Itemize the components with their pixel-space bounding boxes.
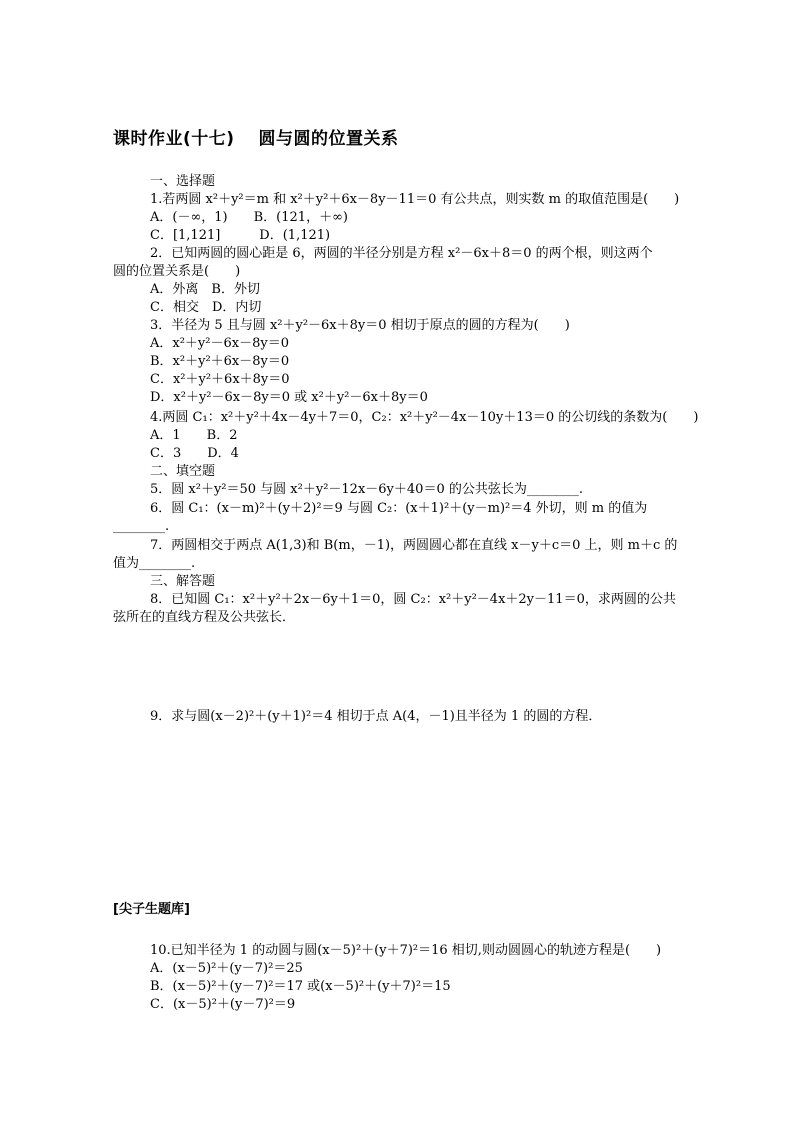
q3-option-d: D．x²＋y²－6x－8y＝0 或 x²＋y²－6x＋8y＝0: [150, 390, 428, 405]
section-heading-solve: 三、解答题: [150, 574, 216, 589]
section-heading-advanced: [尖子生题库]: [113, 902, 190, 917]
question-6: 6．圆 C₁：(x－m)²＋(y＋2)²＝9 与圆 C₂：(x＋1)²＋(y－m)²＝4 外切，则 m 的值为: [150, 501, 648, 516]
q3-option-b: B．x²＋y²＋6x－8y＝0: [150, 354, 290, 369]
page-title: 课时作业(十七) 圆与圆的位置关系: [113, 129, 399, 149]
q2-options-ab: A．外离 B．外切: [150, 282, 260, 297]
section-heading-fill: 二、填空题: [150, 464, 216, 479]
question-8-cont: 弦所在的直线方程及公共弦长．: [113, 610, 296, 625]
q10-option-a: A．(x－5)²＋(y－7)²＝25: [150, 961, 303, 976]
q3-option-c: C．x²＋y²＋6x＋8y＝0: [150, 372, 290, 387]
question-4: 4.两圆 C₁：x²＋y²＋4x－4y＋7＝0，C₂：x²＋y²－4x－10y＋13＝0 的公切线的条数为( ): [150, 410, 699, 425]
q10-option-c: C．(x－5)²＋(y－7)²＝9: [150, 997, 296, 1012]
section-heading-choice: 一、选择题: [150, 174, 216, 189]
question-6-blank: ________.: [113, 519, 170, 534]
q2-options-cd: C．相交 D．内切: [150, 300, 262, 315]
q4-options-ab: A．1 B．2: [150, 428, 238, 443]
question-9: 9．求与圆(x－2)²＋(y＋1)²＝4 相切于点 A(4，－1)且半径为 1 的圆的方程．: [150, 709, 602, 724]
question-8: 8．已知圆 C₁：x²＋y²＋2x－6y＋1＝0，圆 C₂：x²＋y²－4x＋2y－11＝0，求两圆的公共: [150, 592, 676, 607]
question-2-cont: 圆的位置关系是( ): [113, 264, 241, 279]
question-2: 2．已知两圆的圆心距是 6，两圆的半径分别是方程 x²－6x＋8＝0 的两个根，则这两个: [150, 246, 653, 261]
question-1: 1.若两圆 x²＋y²＝m 和 x²＋y²＋6x－8y－11＝0 有公共点，则实数 m 的取值范围是( ): [150, 192, 680, 207]
q4-options-cd: C．3 D．4: [150, 446, 239, 461]
q1-options-ab: A．(－∞，1) B．(121，＋∞): [150, 210, 348, 225]
q1-options-cd: C．[1,121] D．(1,121): [150, 228, 331, 243]
question-5: 5．圆 x²＋y²＝50 与圆 x²＋y²－12x－6y＋40＝0 的公共弦长为________.: [150, 482, 583, 497]
question-7-cont: 值为________.: [113, 556, 196, 571]
question-7: 7．两圆相交于两点 A(1,3)和 B(m，－1)，两圆圆心都在直线 x－y＋c＝0 上，则 m＋c 的: [150, 538, 678, 553]
q3-option-a: A．x²＋y²－6x－8y＝0: [150, 336, 289, 351]
question-3: 3．半径为 5 且与圆 x²＋y²－6x＋8y＝0 相切于原点的圆的方程为( ): [150, 318, 570, 333]
q10-option-b: B．(x－5)²＋(y－7)²＝17 或(x－5)²＋(y＋7)²＝15: [150, 979, 451, 994]
question-10: 10.已知半径为 1 的动圆与圆(x－5)²＋(y＋7)²＝16 相切,则动圆圆心的轨迹方程是( ): [150, 943, 662, 958]
